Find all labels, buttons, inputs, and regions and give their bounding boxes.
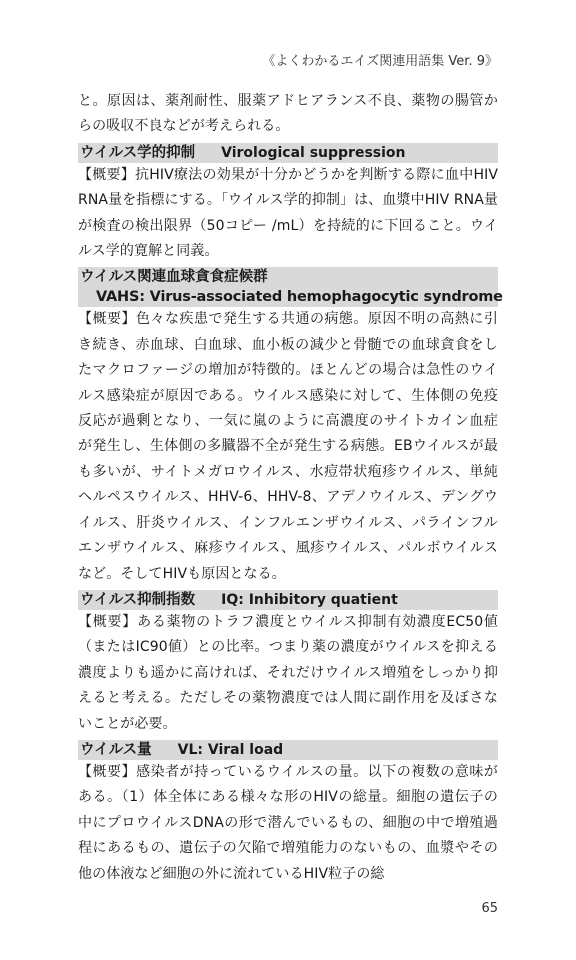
page-number: 65	[481, 901, 498, 916]
term-description: 【概要】感染者が持っているウイルスの量。以下の複数の意味がある。（1）体全体にある様々な形のHIVの総量。細胞の遺伝子の中にプロウイルスDNAの形で潜んでいるもの、細胞の中で増殖過程にあるもの、遺伝子の欠陥で増殖能力のないもの、血漿やその他の体液など細胞の外に流れているHIV粒子の総	[78, 763, 498, 882]
intro-paragraph: と。原因は、薬剤耐性、服薬アドヒアランス不良、薬物の腸管からの吸収不良などが考えられる。	[78, 93, 498, 135]
term-heading	[78, 143, 498, 163]
glossary-entry-inhibitory-quotient	[78, 590, 498, 737]
glossary-entry-vahs	[78, 267, 503, 586]
term-japanese: ウイルス関連血球貪食症候群	[80, 269, 268, 286]
term-heading	[78, 590, 498, 610]
term-english: Virological suppression	[221, 144, 406, 161]
term-japanese: ウイルス抑制指数	[80, 591, 196, 608]
term-heading	[78, 740, 498, 760]
term-japanese: ウイルス量	[80, 741, 152, 758]
term-description: 【概要】抗HIV療法の効果が十分かどうかを判断する際に血中HIV RNA量を指標にする。「ウイルス学的抑制」は、血漿中HIV RNA量が検査の検出限界（50コピー /mL）を持続的に下回ること。ウイルス学的寛解と同義。	[78, 166, 498, 260]
term-english: VL: Viral load	[177, 741, 284, 758]
term-english: IQ: Inhibitory quatient	[221, 591, 398, 608]
term-description: 【概要】ある薬物のトラフ濃度とウイルス抑制有効濃度EC50値（またはIC90値）との比率。つまり薬の濃度がウイルスを抑える濃度よりも遥かに高ければ、それだけウイルス増殖をしっかり抑えると考える。ただしその薬物濃度では人間に副作用を及ぼさないことが必要。	[78, 613, 498, 732]
page-content	[78, 89, 503, 887]
term-japanese: ウイルス学的抑制	[80, 144, 196, 161]
term-description: 【概要】色々な疾患で発生する共通の病態。原因不明の高熱に引き続き、赤血球、白血球、血小板の減少と骨髄での血球貪食をしたマクロファージの増加が特徴的。ほとんどの場合は急性のウイルス感染症が原因である。ウイルス感染に対して、生体側の免疫反応が過剰となり、一気に嵐のように高濃度のサイトカイン血症が発生し、生体側の多臓器不全が発生する病態。EBウイルスが最も多いが、サイトメガロウイルス、水痘帯状疱疹ウイルス、単純ヘルペスウイルス、HHV-6、HHV-8、アデノウイルス、デングウイルス、肝炎ウイルス、インフルエンザウイルス、パラインフルエンザウイルス、麻疹ウイルス、風疹ウイルス、パルボウイルスなど。そしてHIVも原因となる。	[78, 311, 498, 582]
glossary-entry-virological-suppression	[78, 143, 498, 265]
running-header: 《よくわかるエイズ関連用語集 Ver. 9》	[262, 54, 498, 69]
term-english: VAHS: Virus-associated hemophagocytic syndrome	[96, 289, 503, 306]
term-heading	[78, 267, 503, 307]
glossary-entry-viral-load	[78, 740, 498, 887]
